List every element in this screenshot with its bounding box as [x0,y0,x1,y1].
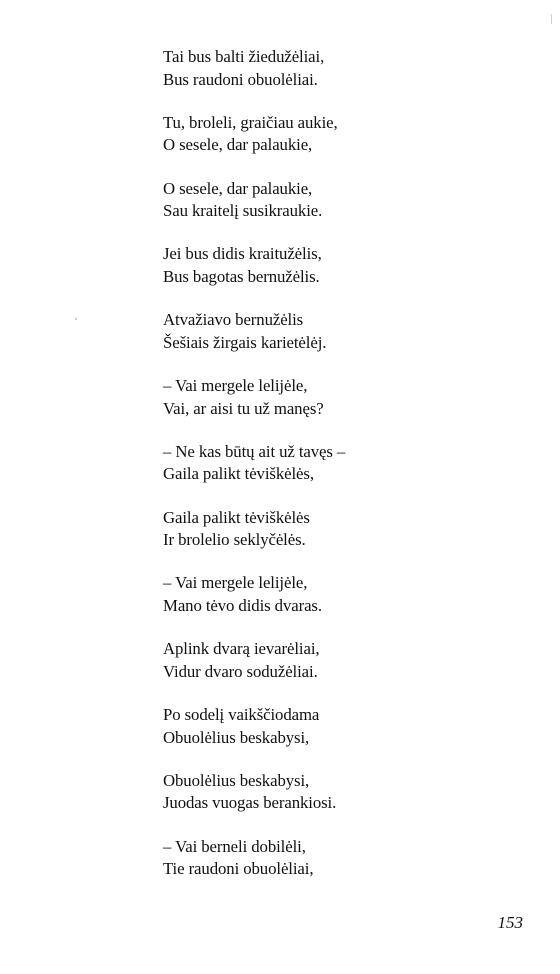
verse-line: Atvažiavo bernužėlis [163,310,304,330]
stanza-9 [163,572,423,638]
scan-speck [75,318,77,320]
stanza-10 [163,638,423,704]
stanza-12 [163,770,423,836]
stanza-11 [163,704,423,770]
verse-line: Obuolėlius beskabysi, [163,727,310,747]
verse-line: Tie raudoni obuolėliai, [163,859,314,879]
poem-text [163,46,423,901]
stanza-3 [163,178,423,244]
verse-line: – Vai mergele lelijėle, [163,573,308,593]
verse-line: Obuolėlius beskabysi, [163,770,310,790]
scan-mark [551,14,552,24]
page-number: 153 [497,913,523,932]
verse-line: Mano tėvo didis dvaras. [163,595,322,615]
verse-line: Tu, broleli, graičiau aukie, [163,112,338,132]
verse-line: Gaila palikt tėviškėlės, [163,464,314,484]
verse-line: – Vai mergele lelijėle, [163,375,308,395]
stanza-7 [163,441,423,507]
verse-line: Ir brolelio seklyčėlės. [163,530,306,550]
stanza-2 [163,112,423,178]
verse-line: O sesele, dar palaukie, [163,178,313,198]
verse-line: Gaila palikt tėviškėlės [163,507,310,527]
verse-line: Sau kraitelį susikraukie. [163,201,323,221]
verse-line: Bus raudoni obuolėliai. [163,69,318,89]
verse-line: Šešiais žirgais karietėlėj. [163,332,327,352]
verse-line: Bus bagotas bernužėlis. [163,266,320,286]
verse-line: Po sodelį vaikščiodama [163,704,320,724]
verse-line: Vai, ar aisi tu už manęs? [163,398,324,418]
stanza-1 [163,46,423,112]
verse-line: Tai bus balti žiedužėliai, [163,47,325,66]
verse-line: O sesele, dar palaukie, [163,135,313,155]
verse-line: Juodas vuogas berankiosi. [163,793,337,813]
stanza-4 [163,243,423,309]
stanza-8 [163,507,423,573]
verse-line: – Ne kas būtų ait už tavęs – [163,441,346,461]
verse-line: Vidur dvaro sodužėliai. [163,661,318,681]
verse-line: – Vai berneli dobilėli, [163,836,306,856]
stanza-6 [163,375,423,441]
verse-line: Jei bus didis kraitužėlis, [163,244,322,264]
verse-line: Aplink dvarą ievarėliai, [163,639,320,659]
stanza-5 [163,309,423,375]
stanza-13 [163,836,423,902]
